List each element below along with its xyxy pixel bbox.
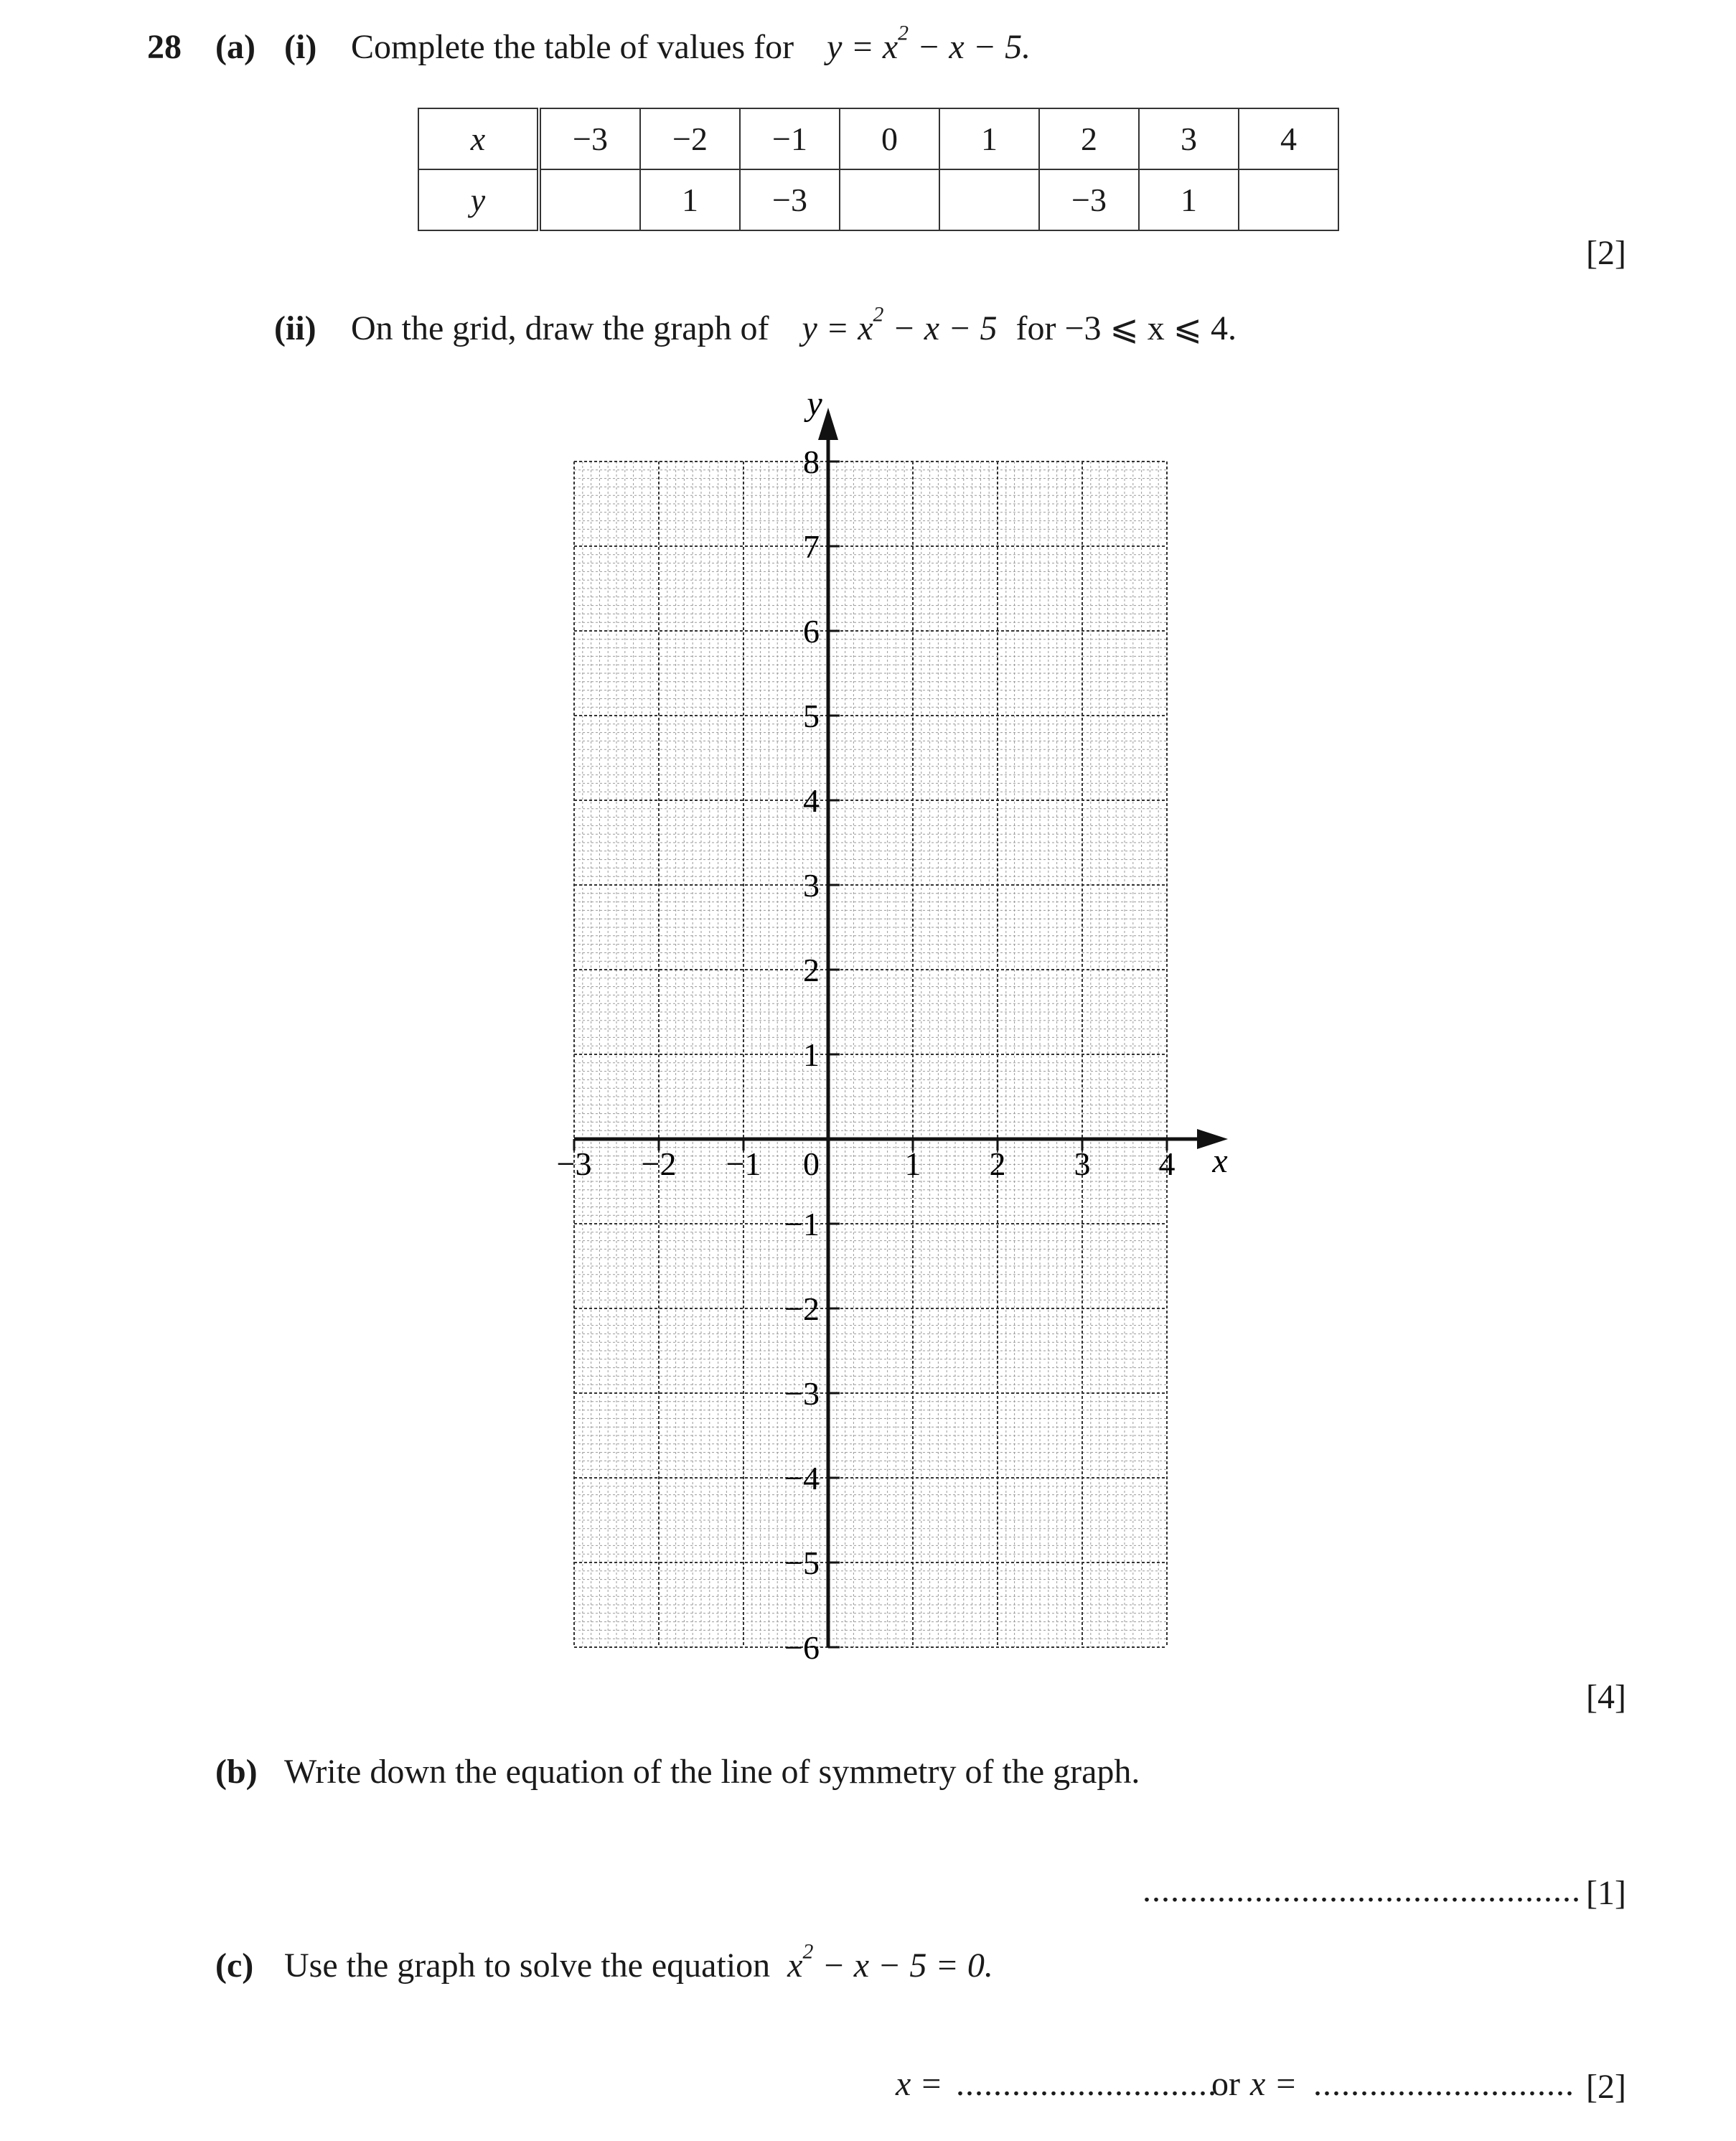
part-a-i-marks: [2]	[1586, 234, 1626, 272]
part-a-ii-marks: [4]	[1586, 1678, 1626, 1716]
part-c-x-label-2: x =	[1250, 2065, 1298, 2103]
table-cell: 4	[1239, 108, 1338, 169]
part-a-i-equation: $y = x^2 - x - 5$.	[827, 21, 1031, 66]
part-b-answer-line[interactable]: ...............................................	[1143, 1871, 1581, 1909]
table-cell: 1	[1139, 169, 1239, 230]
part-a-i-label: (i)	[284, 28, 317, 66]
part-b-label: (b)	[215, 1753, 258, 1791]
part-c-x-label-1: x =	[896, 2065, 943, 2103]
y-tick-label: 4	[803, 782, 820, 819]
table-header-x: x	[418, 108, 539, 169]
part-a-ii-equation: $y = x^2 - x - 5$	[802, 302, 998, 347]
table-cell: −2	[640, 108, 740, 169]
part-c-instruction: Use the graph to solve the equation	[284, 1946, 771, 1985]
x-axis-label: x	[1212, 1142, 1228, 1180]
table-cell: 0	[840, 108, 939, 169]
x-tick-label: 4	[1158, 1146, 1176, 1182]
part-b-marks: [1]	[1586, 1874, 1626, 1912]
part-c-or: or	[1211, 2065, 1240, 2103]
table-cell: −3	[1039, 169, 1139, 230]
axes	[574, 408, 1228, 1647]
y-tick-label: −2	[784, 1290, 820, 1327]
x-tick-label: 3	[1074, 1146, 1091, 1182]
table-header-y: y	[418, 169, 539, 230]
part-c-equation: $x^2 - x - 5 = 0$.	[787, 1939, 993, 1985]
table-cell: −3	[740, 169, 840, 230]
part-a-i-instruction: Complete the table of values for	[351, 28, 794, 66]
part-a-label: (a)	[215, 28, 255, 66]
question-number: 28	[147, 28, 182, 66]
part-c-answer-line-2[interactable]: ............................	[1313, 2065, 1575, 2103]
part-c-answer-line-1[interactable]: ............................	[956, 2065, 1217, 2103]
y-tick-label: 5	[803, 698, 820, 734]
part-c-marks: [2]	[1586, 2068, 1626, 2106]
y-tick-label: −3	[784, 1375, 820, 1412]
y-tick-label: 6	[803, 613, 820, 650]
part-c-label: (c)	[215, 1946, 254, 1985]
y-tick-label: 1	[803, 1036, 820, 1073]
table-cell: 1	[939, 108, 1039, 169]
table-cell: 2	[1039, 108, 1139, 169]
part-b-text: Write down the equation of the line of symmetry of the graph.	[284, 1753, 1140, 1791]
table-cell: 3	[1139, 108, 1239, 169]
y-tick-label: −4	[784, 1460, 820, 1496]
table-cell: −3	[539, 108, 640, 169]
y-tick-label: 2	[803, 952, 820, 988]
x-tick-label: −2	[641, 1146, 677, 1182]
x-tick-label: 0	[803, 1146, 820, 1182]
y-tick-label: 7	[803, 528, 820, 565]
x-tick-label: −1	[726, 1146, 761, 1182]
y-tick-label: 3	[803, 867, 820, 904]
x-tick-label: 1	[904, 1146, 921, 1182]
table-cell: −1	[740, 108, 840, 169]
part-a-ii-range: for −3 ⩽ x ⩽ 4.	[1015, 309, 1237, 347]
table-cell: 1	[640, 169, 740, 230]
part-a-ii-instruction: On the grid, draw the graph of	[351, 309, 769, 347]
y-axis-label: y	[807, 385, 822, 423]
part-a-ii-label: (ii)	[274, 309, 316, 347]
x-tick-label: −3	[556, 1146, 592, 1182]
y-tick-label: 8	[803, 444, 820, 480]
y-tick-label: −5	[784, 1545, 820, 1581]
y-tick-label: −1	[784, 1206, 820, 1242]
part-c-text	[284, 1939, 993, 1985]
y-tick-label: −6	[784, 1629, 820, 1666]
x-tick-label: 2	[989, 1146, 1006, 1182]
